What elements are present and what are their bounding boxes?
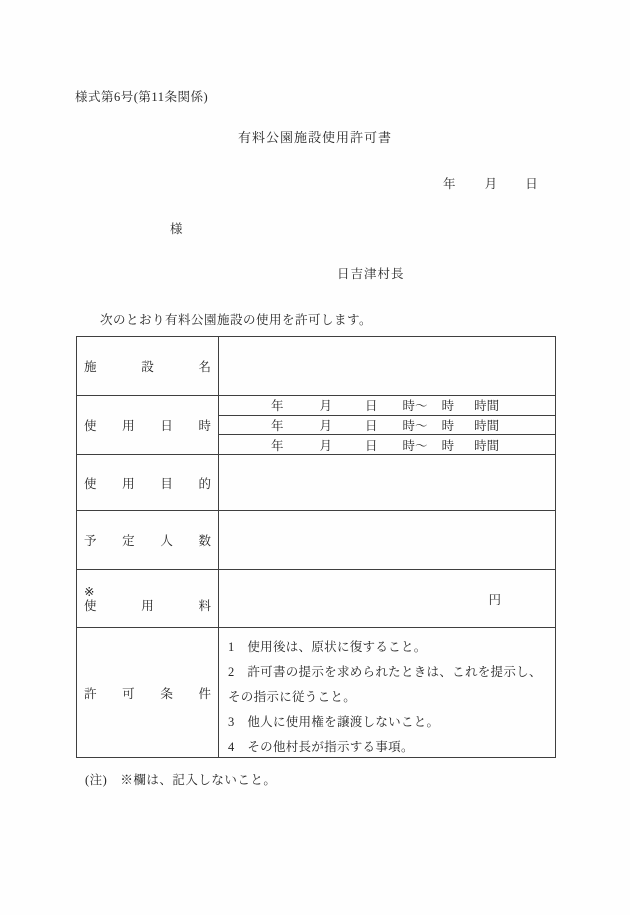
usage-datetime-subrows: [219, 396, 555, 454]
label-char: 設: [141, 360, 154, 374]
usage-fee-value: [219, 570, 555, 627]
date-token: 月: [319, 399, 333, 414]
addressee-suffix: 様: [170, 222, 183, 236]
planned-people-label: [77, 531, 218, 549]
permit-conditions-label: [77, 684, 218, 702]
row-planned-people: [77, 510, 555, 569]
condition-item-2: 2 許可書の提示を求められたときは、これを提示し、その指示に従うこと。: [228, 665, 542, 704]
usage-fee-label: [77, 585, 218, 613]
label-char: 件: [198, 686, 211, 701]
usage-datetime-row-1: [219, 396, 555, 415]
label-char: 施: [84, 360, 97, 374]
row-facility-name: [77, 337, 555, 395]
label-char: 使: [84, 419, 97, 433]
intro-sentence: 次のとおり有料公園施設の使用を許可します。: [100, 313, 373, 327]
label-char: 名: [198, 360, 211, 374]
date-month-label: 月: [484, 177, 498, 191]
usage-purpose-label: [77, 474, 218, 492]
facility-name-value-cell: [219, 337, 555, 395]
date-year-label: 年: [443, 177, 456, 191]
date-token: 時: [441, 438, 455, 453]
usage-datetime-row-2: [219, 415, 555, 435]
row-usage-fee: [77, 569, 555, 627]
label-char: 予: [84, 534, 97, 548]
date-token: 年: [271, 419, 284, 433]
date-token: 年: [271, 438, 284, 453]
condition-item-3: 3 他人に使用権を譲渡しないこと。: [228, 715, 440, 729]
permit-table: [76, 336, 556, 758]
permit-conditions-label-cell: [77, 628, 219, 757]
date-token: 時間: [474, 419, 500, 433]
row-usage-purpose: [77, 454, 555, 510]
label-char: 用: [141, 598, 154, 613]
yen-unit-label: 円: [488, 592, 501, 607]
facility-name-label: [77, 357, 218, 375]
facility-name-label-cell: [77, 337, 219, 395]
date-token: 時～: [402, 419, 428, 433]
usage-purpose-label-cell: [77, 455, 219, 510]
label-char: 許: [84, 686, 97, 701]
planned-people-value-cell: [219, 511, 555, 569]
date-token: 時: [441, 419, 455, 433]
date-token: 時間: [474, 438, 500, 453]
document-title: 有料公園施設使用許可書: [237, 130, 392, 145]
date-token: 時～: [402, 399, 428, 414]
date-token: 日: [365, 438, 378, 453]
label-char: 料: [198, 598, 211, 613]
permit-conditions-value-cell: [219, 628, 555, 757]
label-char: 使: [84, 598, 97, 613]
label-char: 可: [122, 686, 135, 701]
row-usage-datetime: [77, 395, 555, 454]
label-char: 条: [160, 686, 173, 701]
issuer-name: 日吉津村長: [337, 267, 405, 281]
date-token: 日: [365, 419, 378, 433]
issue-date-line: [443, 174, 538, 192]
date-token: 時間: [474, 399, 500, 414]
label-char: 用: [122, 476, 135, 491]
usage-datetime-row-3: [219, 434, 555, 454]
date-token: 月: [319, 438, 333, 453]
label-char: 日: [160, 419, 173, 433]
usage-fee-label-chars: [77, 599, 218, 613]
label-char: 用: [122, 419, 135, 433]
date-token: 月: [319, 419, 333, 433]
date-token: 年: [271, 399, 284, 414]
form-number: 様式第6号(第11条関係): [75, 90, 209, 104]
date-day-label: 日: [525, 177, 538, 191]
footnote: (注) ※欄は、記入しないこと。: [85, 773, 277, 787]
label-char: 時: [198, 419, 211, 433]
usage-datetime-label: [77, 416, 218, 434]
label-char: 使: [84, 476, 97, 491]
label-char: 定: [122, 534, 135, 548]
label-char: 目: [160, 476, 173, 491]
reference-asterisk: ※: [84, 584, 95, 599]
row-permit-conditions: [77, 627, 555, 757]
label-char: 人: [160, 534, 173, 548]
condition-item-4: 4 その他村長が指示する事項。: [228, 740, 414, 754]
usage-fee-value-cell: [219, 570, 555, 627]
usage-fee-label-cell: [77, 570, 219, 627]
usage-datetime-label-cell: [77, 396, 219, 454]
date-token: 時: [441, 399, 455, 414]
usage-purpose-value-cell: [219, 455, 555, 510]
date-token: 日: [365, 399, 378, 414]
label-char: 的: [198, 476, 211, 491]
label-char: 数: [198, 534, 211, 548]
usage-datetime-value-cell: [219, 396, 555, 454]
date-token: 時～: [402, 438, 428, 453]
condition-item-1: 1 使用後は、原状に復すること。: [228, 640, 427, 654]
planned-people-label-cell: [77, 511, 219, 569]
